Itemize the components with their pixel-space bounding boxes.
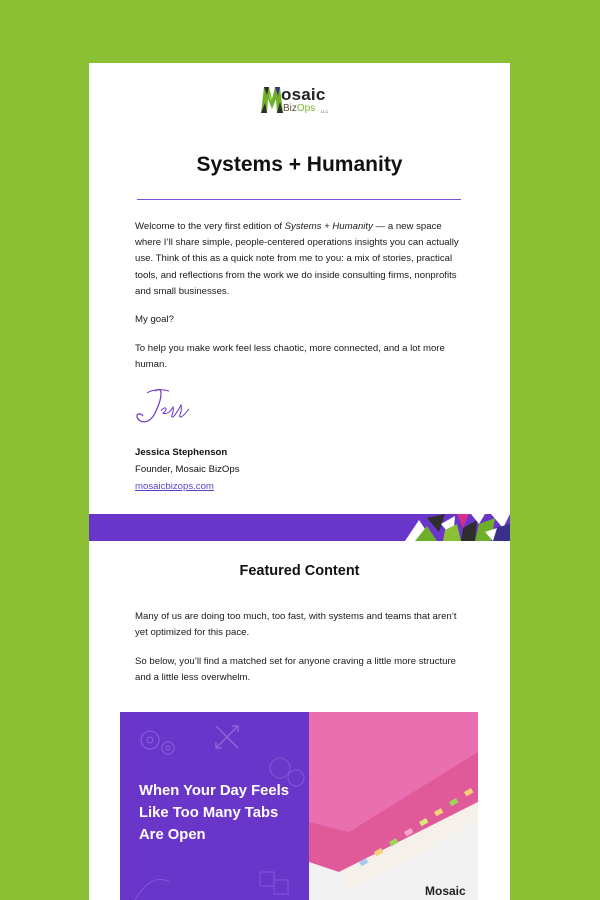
feature-logo: Mosaic: [425, 884, 466, 898]
arrow-icon: [134, 880, 170, 900]
shuffle-icon: [216, 726, 238, 748]
featured-image-purple-panel: [120, 712, 309, 900]
website-link[interactable]: mosaicbizops.com: [135, 481, 214, 492]
section-banner: [89, 514, 510, 541]
notebook-illustration: [309, 712, 478, 900]
mosaic-logo[interactable]: [261, 85, 341, 119]
author-name: Jessica Stephenson: [135, 447, 228, 458]
logo-wordmark: osaic: [281, 85, 326, 104]
gear-icon: [141, 731, 174, 754]
featured-paragraph-2: So below, you’ll find a matched set for anyone craving a little more structure and a little less overwhelm.: [135, 656, 457, 684]
featured-headline: When Your Day Feels Like Too Many Tabs Are Open: [139, 783, 289, 843]
goal-paragraph: To help you make work feel less chaotic, more connected, and a lot more human.: [135, 343, 445, 371]
signature-icon: [133, 383, 193, 435]
newsletter-card: [89, 63, 510, 900]
featured-paragraph-1: Many of us are doing too much, too fast, with systems and teams that aren’t yet optimized for this pace.: [135, 611, 457, 639]
logo-subtitle: BizOps: [283, 103, 316, 114]
featured-heading: Featured Content: [239, 563, 360, 579]
newsletter-title: Systems + Humanity: [196, 153, 403, 176]
goal-question: My goal?: [135, 314, 174, 325]
author-title: Founder, Mosaic BizOps: [135, 464, 240, 475]
mosaic-logo-icon: [261, 85, 283, 113]
puzzle-icon: [260, 872, 288, 894]
title-divider: [137, 199, 461, 200]
featured-image-banner[interactable]: [120, 712, 478, 900]
mosaic-pattern-icon: [405, 514, 510, 541]
notebook-tabs-image: [309, 712, 478, 900]
intro-paragraph: Welcome to the very first edition of Systems + Humanity — a new space where I’ll share simple, people-centered operations insights you can actually use. Think of this as a quick note from me to you: a mix of stories, practical tools, and reflections from the work we do inside consulting firms, nonprofits and small businesses.: [135, 221, 459, 297]
logo-llc: LLC: [321, 109, 329, 114]
